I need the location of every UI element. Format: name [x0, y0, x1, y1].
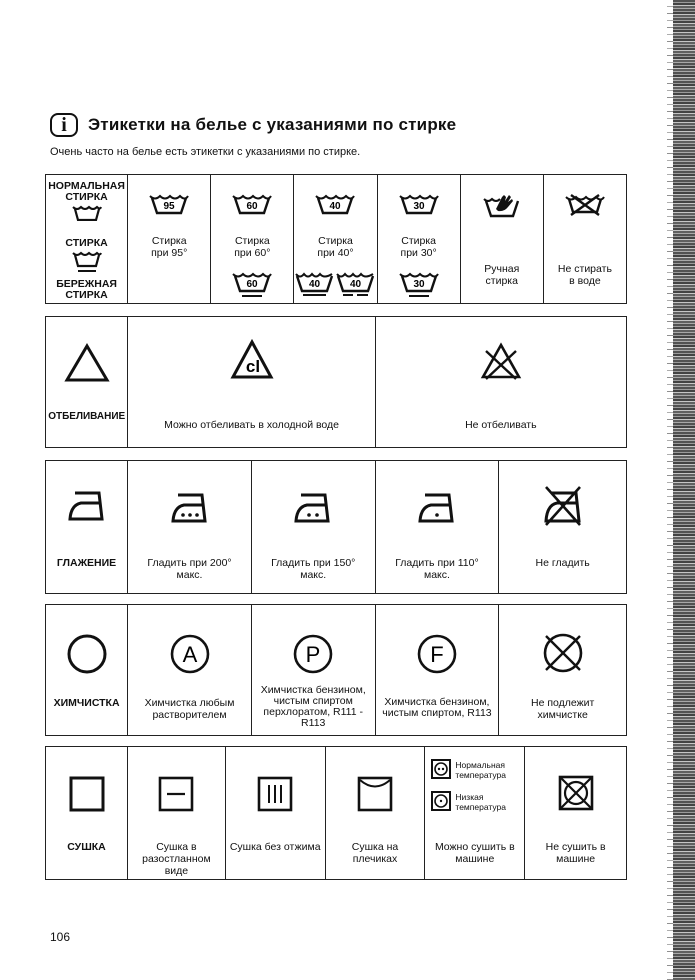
wash-95-cell — [128, 175, 211, 304]
label-wash: СТИРКА — [65, 237, 108, 249]
dryclean-f-caption: Химчистка бензином, чистым спиртом, R113 — [382, 696, 492, 719]
wash-95-icon — [149, 193, 189, 215]
dryclean-any-caption: Химчистка любым растворителем — [144, 697, 235, 721]
hand-wash-icon — [482, 191, 522, 219]
svg-text:60: 60 — [246, 279, 258, 290]
drying-square-icon — [68, 775, 106, 813]
wash-40-icon — [315, 193, 355, 215]
svg-text:P: P — [305, 642, 321, 667]
iron-150-caption: Гладить при 150° макс. — [271, 557, 356, 581]
no-iron-cell — [499, 461, 627, 594]
washing-label-cell — [46, 175, 128, 304]
no-wash-caption: Не стирать в воде — [557, 263, 612, 287]
wash-tub-icon — [72, 205, 102, 221]
wash-40-caption: Стирка при 40° — [317, 235, 354, 259]
tumble-normal-icon — [431, 759, 451, 779]
dryclean-f-icon — [416, 633, 458, 675]
drip-dry-cell — [225, 747, 325, 880]
scan-edge-shadow-inner — [667, 0, 673, 980]
dryclean-label-cell — [46, 605, 128, 736]
hand-wash-cell — [460, 175, 543, 304]
bleach-cl-icon — [230, 339, 274, 381]
scan-edge-shadow — [673, 0, 695, 980]
washing-table — [45, 174, 627, 304]
no-tumble-cell — [525, 747, 627, 880]
svg-text:cl: cl — [245, 357, 260, 376]
page-number: 106 — [50, 930, 71, 944]
dryclean-p-icon — [292, 633, 334, 675]
no-bleach-icon — [480, 341, 522, 381]
dryclean-f-cell — [375, 605, 499, 736]
label-gentle-wash: БЕРЕЖНАЯ СТИРКА — [56, 278, 117, 301]
iron-150-icon — [293, 491, 333, 525]
tumble-dry-cell — [425, 747, 525, 880]
drip-dry-icon — [256, 775, 294, 813]
bleach-label-cell — [46, 317, 128, 448]
dry-flat-cell — [128, 747, 226, 880]
bleach-triangle-icon — [64, 343, 110, 383]
dryclean-label: ХИМЧИСТКА — [53, 697, 120, 709]
tumble-dry-caption: Можно сушить в машине — [434, 841, 515, 865]
dry-flat-caption: Сушка в разостланном виде — [142, 841, 211, 877]
label-normal-wash: НОРМАЛЬНАЯ СТИРКА — [48, 180, 125, 203]
svg-text:95: 95 — [163, 201, 175, 212]
svg-text:40: 40 — [309, 279, 321, 290]
no-dryclean-icon — [541, 631, 585, 675]
gentle-wash-30-icon — [399, 271, 439, 299]
dry-cleaning-table — [45, 604, 627, 736]
no-tumble-caption: Не сушить в машине — [545, 841, 606, 865]
svg-text:30: 30 — [413, 279, 425, 290]
tumble-low-label: Низкая температура — [455, 792, 506, 812]
svg-text:F: F — [430, 642, 444, 667]
dryclean-p-caption: Химчистка бензином, чистым спиртом перхлоратом, R111 - R113 — [260, 684, 366, 729]
wash-95-caption: Стирка при 95° — [151, 235, 188, 259]
iron-icon — [67, 489, 107, 523]
wash-30-caption: Стирка при 30° — [400, 235, 437, 259]
no-tumble-icon — [556, 773, 596, 813]
tumble-low-icon — [431, 791, 451, 811]
iron-200-cell — [128, 461, 252, 594]
no-iron-icon — [542, 483, 584, 527]
drip-dry-caption: Сушка без отжима — [229, 841, 321, 853]
wash-60-icon — [232, 193, 272, 215]
gentle-wash-40-icons — [295, 271, 375, 299]
dryclean-circle-icon — [66, 633, 108, 675]
dryclean-p-cell — [251, 605, 375, 736]
no-wash-icon — [565, 193, 605, 217]
hand-wash-caption: Ручная стирка — [484, 263, 520, 287]
iron-150-cell — [251, 461, 375, 594]
iron-label: ГЛАЖЕНИЕ — [56, 557, 117, 569]
no-dryclean-cell — [499, 605, 627, 736]
iron-200-icon — [170, 491, 210, 525]
svg-text:A: A — [182, 642, 197, 667]
dryclean-a-icon — [169, 633, 211, 675]
wash-30-cell — [377, 175, 460, 304]
dry-flat-icon — [157, 775, 195, 813]
iron-110-icon — [417, 491, 457, 525]
drying-label: СУШКА — [67, 841, 106, 853]
tumble-normal-label: Нормальная температура — [455, 760, 506, 780]
info-icon: i — [50, 113, 78, 137]
svg-text:30: 30 — [413, 201, 425, 212]
no-iron-caption: Не гладить — [535, 557, 590, 569]
no-bleach-cell — [375, 317, 626, 448]
iron-110-cell — [375, 461, 499, 594]
line-dry-caption: Сушка на плечиках — [351, 841, 399, 865]
wash-30-icon — [399, 193, 439, 215]
section-heading — [50, 113, 456, 137]
page-title: Этикетки на белье с указаниями по стирке — [88, 115, 457, 134]
iron-label-cell — [46, 461, 128, 594]
line-dry-cell — [325, 747, 425, 880]
svg-text:40: 40 — [329, 201, 342, 212]
bleach-cold-cell — [128, 317, 375, 448]
no-bleach-caption: Не отбеливать — [465, 419, 537, 431]
wash-60-caption: Стирка при 60° — [234, 235, 271, 259]
svg-text:60: 60 — [246, 201, 258, 212]
no-dryclean-caption: Не подлежит химчистке — [530, 697, 595, 721]
ironing-table — [45, 460, 627, 594]
drying-label-cell — [46, 747, 128, 880]
svg-text:40: 40 — [350, 279, 362, 290]
dryclean-any-cell — [128, 605, 252, 736]
gentle-wash-60-icon — [232, 271, 272, 299]
bleaching-table — [45, 316, 627, 448]
wash-60-cell — [211, 175, 294, 304]
line-dry-icon — [356, 775, 394, 813]
wash-40-cell — [294, 175, 377, 304]
page-subtitle: Очень часто на белье есть этикетки с указаниями по стирке. — [50, 146, 361, 158]
iron-200-caption: Гладить при 200° макс. — [147, 557, 232, 581]
no-wash-cell — [543, 175, 626, 304]
gentle-wash-icon — [72, 251, 102, 273]
iron-110-caption: Гладить при 110° макс. — [395, 557, 479, 581]
bleach-label: ОТБЕЛИВАНИЕ — [48, 411, 126, 422]
bleach-cold-caption: Можно отбеливать в холодной воде — [164, 419, 340, 431]
drying-table — [45, 746, 627, 880]
